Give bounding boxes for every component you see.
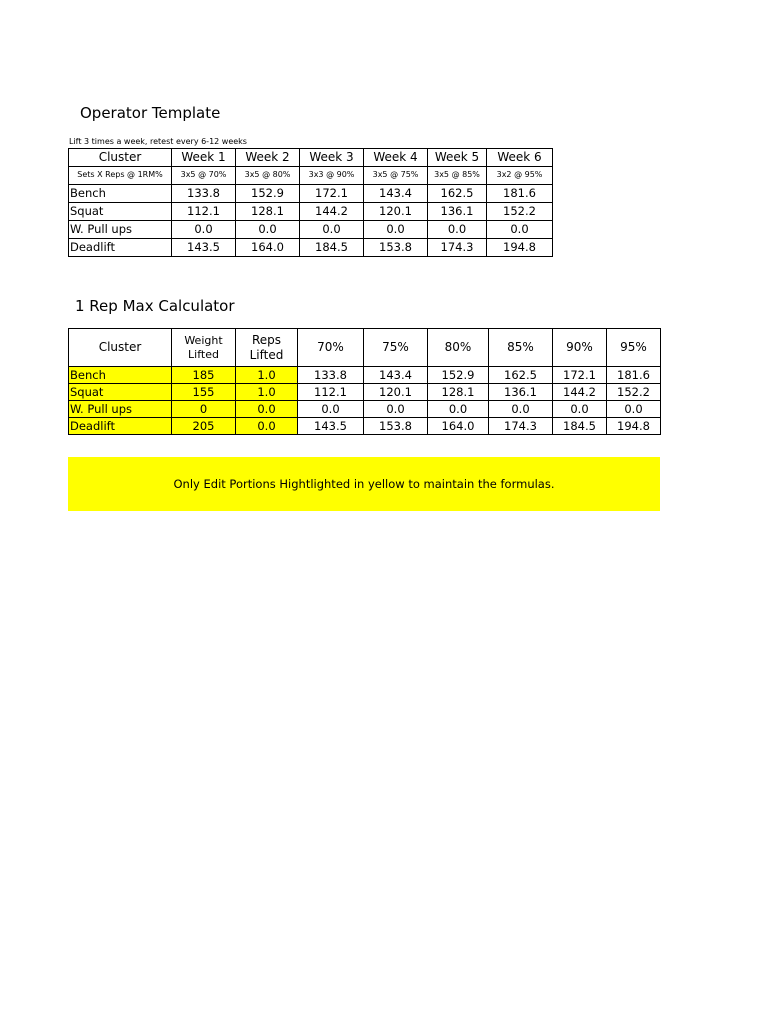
scheme-cell: 3x5 @ 70% — [172, 167, 236, 185]
header-cell: 70% — [298, 329, 364, 367]
header-cell: 85% — [489, 329, 553, 367]
editable-cell[interactable]: 0.0 — [236, 401, 298, 418]
cell[interactable]: 172.1 — [300, 185, 364, 203]
cell[interactable]: 120.1 — [364, 203, 428, 221]
cell[interactable]: 120.1 — [364, 384, 428, 401]
cell[interactable]: 164.0 — [236, 239, 300, 257]
cell[interactable]: Bench — [69, 185, 172, 203]
table-header-row — [69, 149, 553, 167]
cell[interactable]: 184.5 — [300, 239, 364, 257]
editable-cell[interactable]: Deadlift — [69, 418, 172, 435]
instruction-text: Only Edit Portions Hightlighted in yellow to maintain the formulas. — [173, 477, 555, 491]
operator-template-subtitle: Lift 3 times a week, retest every 6-12 weeks — [69, 137, 247, 146]
header-cell: Week 2 — [236, 149, 300, 167]
calculator-title: 1 Rep Max Calculator — [75, 297, 235, 315]
cell[interactable]: 174.3 — [489, 418, 553, 435]
table-row — [69, 418, 661, 435]
header-cell: Week 1 — [172, 149, 236, 167]
cell[interactable]: 152.9 — [428, 367, 489, 384]
cell[interactable]: 144.2 — [553, 384, 607, 401]
editable-cell[interactable]: 205 — [172, 418, 236, 435]
table-row — [69, 221, 553, 239]
cell[interactable]: 0.0 — [428, 401, 489, 418]
cell[interactable]: 174.3 — [428, 239, 487, 257]
cell[interactable]: 0.0 — [364, 401, 428, 418]
operator-template-title: Operator Template — [80, 104, 221, 122]
cell[interactable]: 143.4 — [364, 367, 428, 384]
cell[interactable]: 143.5 — [172, 239, 236, 257]
cell[interactable]: 162.5 — [489, 367, 553, 384]
cell[interactable]: Squat — [69, 203, 172, 221]
cell[interactable]: W. Pull ups — [69, 221, 172, 239]
cell[interactable]: 152.2 — [487, 203, 553, 221]
cell[interactable]: 181.6 — [607, 367, 661, 384]
cell[interactable]: 128.1 — [236, 203, 300, 221]
cell[interactable]: 0.0 — [364, 221, 428, 239]
operator-template-table — [68, 148, 553, 257]
scheme-cell: 3x5 @ 80% — [236, 167, 300, 185]
cell[interactable]: 133.8 — [298, 367, 364, 384]
cell[interactable]: 144.2 — [300, 203, 364, 221]
cell[interactable]: 153.8 — [364, 239, 428, 257]
header-cell: 80% — [428, 329, 489, 367]
header-cell: 75% — [364, 329, 428, 367]
table-row — [69, 401, 661, 418]
cell[interactable]: 0.0 — [298, 401, 364, 418]
cell[interactable]: 112.1 — [298, 384, 364, 401]
one-rep-max-table — [68, 328, 661, 435]
cell[interactable]: 143.4 — [364, 185, 428, 203]
editable-cell[interactable]: 0 — [172, 401, 236, 418]
instruction-banner — [68, 457, 660, 511]
editable-cell[interactable]: W. Pull ups — [69, 401, 172, 418]
table-row — [69, 384, 661, 401]
editable-cell[interactable]: 155 — [172, 384, 236, 401]
cell[interactable]: 184.5 — [553, 418, 607, 435]
cell[interactable]: 152.2 — [607, 384, 661, 401]
cell[interactable]: 172.1 — [553, 367, 607, 384]
scheme-row — [69, 167, 553, 185]
table-header-row — [69, 329, 661, 367]
cell[interactable]: 143.5 — [298, 418, 364, 435]
cell[interactable]: 162.5 — [428, 185, 487, 203]
header-cell: Week 4 — [364, 149, 428, 167]
header-cell: Reps Lifted — [236, 329, 298, 367]
cell[interactable]: 194.8 — [607, 418, 661, 435]
cell[interactable]: 133.8 — [172, 185, 236, 203]
cell[interactable]: 164.0 — [428, 418, 489, 435]
scheme-cell: 3x3 @ 90% — [300, 167, 364, 185]
cell[interactable]: 0.0 — [236, 221, 300, 239]
header-cell: Weight Lifted — [172, 329, 236, 367]
table-row — [69, 239, 553, 257]
cell[interactable]: 0.0 — [489, 401, 553, 418]
scheme-cell: 3x5 @ 75% — [364, 167, 428, 185]
cell[interactable]: 152.9 — [236, 185, 300, 203]
header-cell: Cluster — [69, 149, 172, 167]
table-row — [69, 185, 553, 203]
header-cell: Week 6 — [487, 149, 553, 167]
table-row — [69, 203, 553, 221]
cell[interactable]: Deadlift — [69, 239, 172, 257]
cell[interactable]: 0.0 — [300, 221, 364, 239]
cell[interactable]: 0.0 — [428, 221, 487, 239]
header-cell: 95% — [607, 329, 661, 367]
cell[interactable]: 194.8 — [487, 239, 553, 257]
editable-cell[interactable]: Squat — [69, 384, 172, 401]
cell[interactable]: 112.1 — [172, 203, 236, 221]
editable-cell[interactable]: 1.0 — [236, 367, 298, 384]
cell[interactable]: 0.0 — [553, 401, 607, 418]
header-cell: Cluster — [69, 329, 172, 367]
scheme-cell: Sets X Reps @ 1RM% — [69, 167, 172, 185]
editable-cell[interactable]: 1.0 — [236, 384, 298, 401]
editable-cell[interactable]: 0.0 — [236, 418, 298, 435]
cell[interactable]: 153.8 — [364, 418, 428, 435]
cell[interactable]: 181.6 — [487, 185, 553, 203]
scheme-cell: 3x2 @ 95% — [487, 167, 553, 185]
cell[interactable]: 0.0 — [607, 401, 661, 418]
cell[interactable]: 136.1 — [428, 203, 487, 221]
header-cell: Week 5 — [428, 149, 487, 167]
cell[interactable]: 0.0 — [487, 221, 553, 239]
cell[interactable]: 0.0 — [172, 221, 236, 239]
scheme-cell: 3x5 @ 85% — [428, 167, 487, 185]
table-row — [69, 367, 661, 384]
header-cell: Week 3 — [300, 149, 364, 167]
editable-cell[interactable]: Bench — [69, 367, 172, 384]
editable-cell[interactable]: 185 — [172, 367, 236, 384]
header-cell: 90% — [553, 329, 607, 367]
cell[interactable]: 136.1 — [489, 384, 553, 401]
cell[interactable]: 128.1 — [428, 384, 489, 401]
